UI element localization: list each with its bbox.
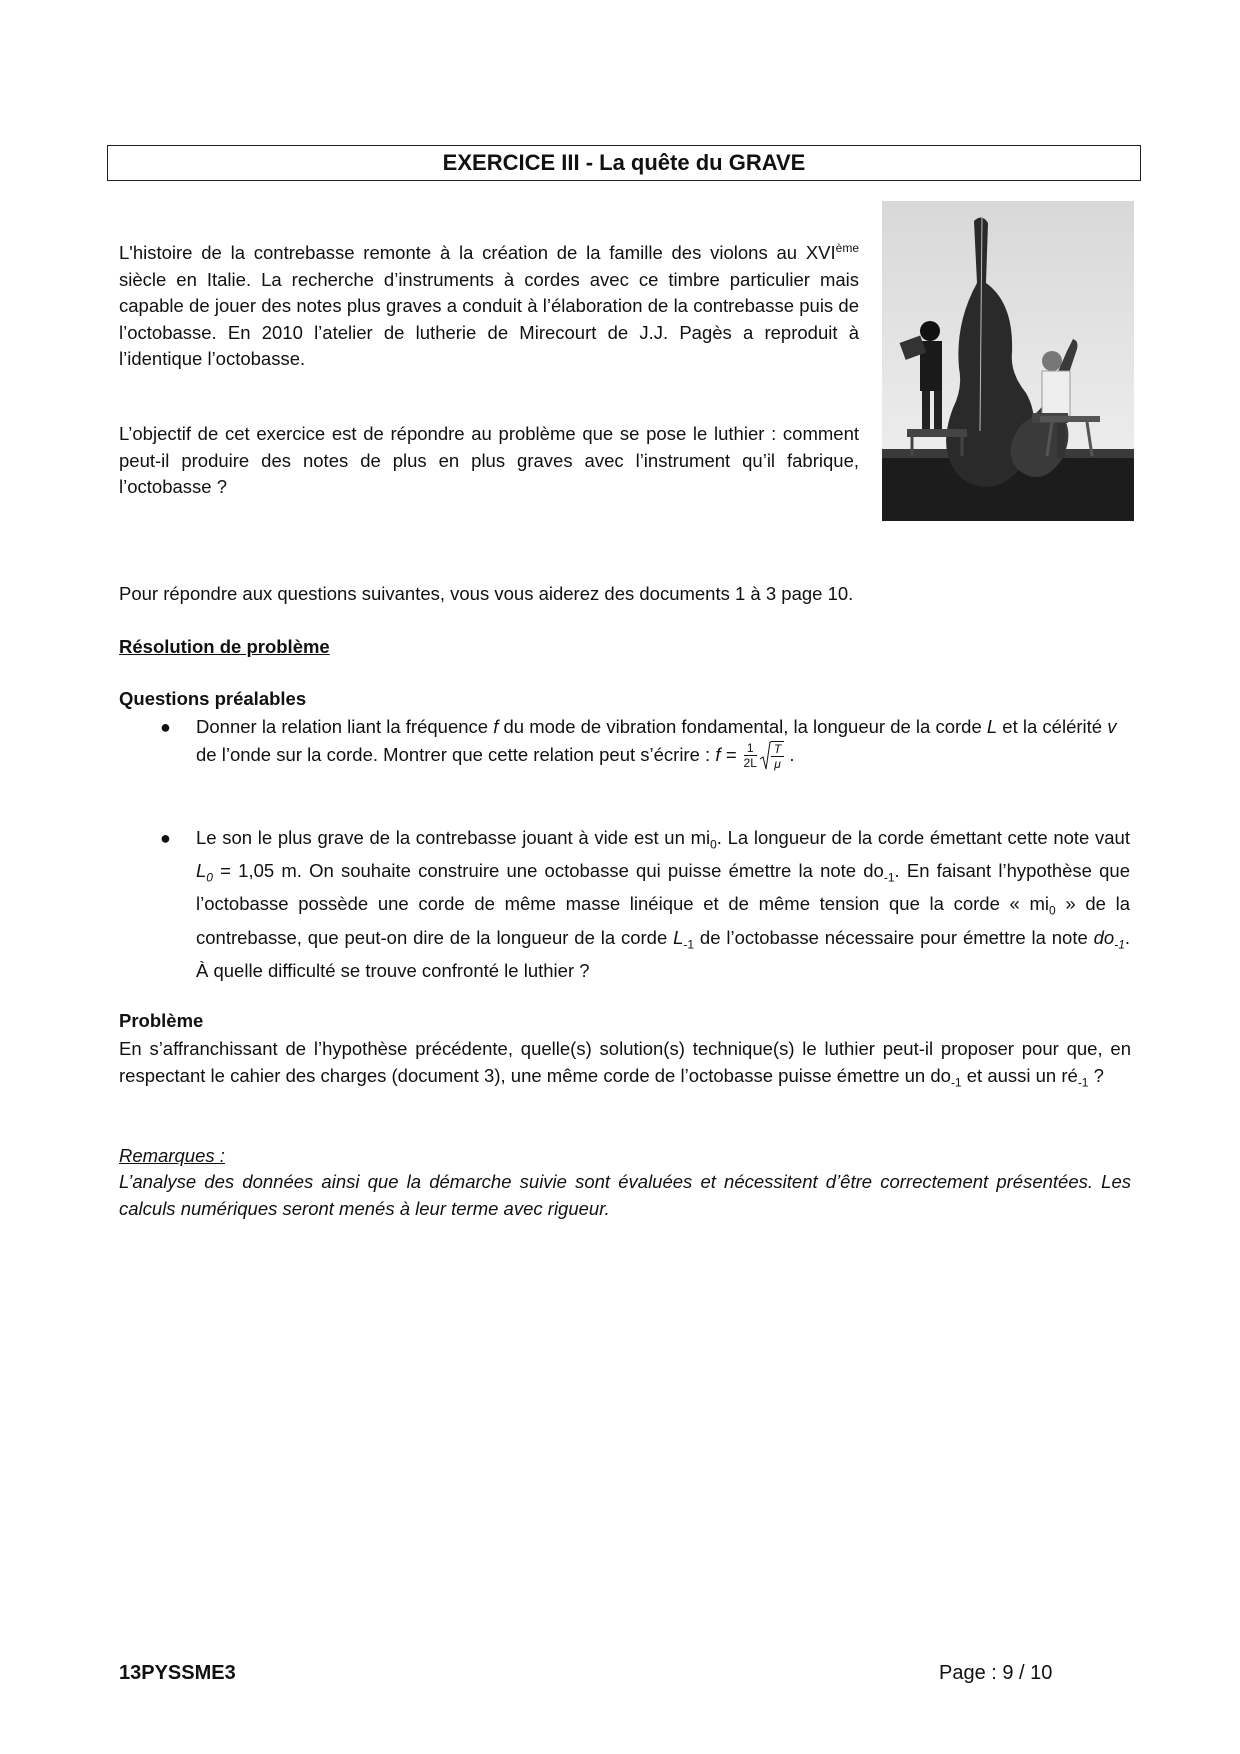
remarques-heading: Remarques : [119,1145,225,1166]
resolution-heading: Résolution de problème [119,636,330,657]
formula-fraction: $\frac{1}{2L}$ [743,741,757,770]
intro-paragraph-2: L’objectif de cet exercice est de répondre au problème que se pose le luthier : comment peut-il produire des notes de plus en plus graves avec l’instrument qu’il fabrique, l’octobasse ? [119,423,859,497]
footer-code: 13PYSSME3 [119,1662,236,1684]
probleme-heading: Problème [119,1010,204,1031]
intro-paragraph-1: L'histoire de la contrebasse remonte à la création de la famille des violons au XVIème siècle en Italie. La recherche d’instruments à cordes avec ce timbre particulier mais capable de jouer des notes plus graves a conduit à l’élaboration de la contrebasse puis de l’octobasse. En 2010 l’atelier de lutherie de Mirecourt de J.J. Pagès a reproduit à l’identique l’octobasse. [119,241,859,370]
documents-note: Pour répondre aux questions suivantes, vous vous aiderez des documents 1 à 3 page 10. [119,583,854,604]
footer-page: Page : 9 / 10 [939,1662,1053,1684]
remarques-text: L’analyse des données ainsi que la démarche suivie sont évaluées et nécessitent d’être correctement présentées. Les calculs numériques seront menés à leur terme avec rigueur. [119,1171,1131,1219]
bullet-icon: ● [160,717,171,737]
formula-f: f = [715,743,737,765]
formula-sqrt: $\frac{T}{\mu}$ [759,741,784,771]
octobass-photo [882,201,1134,521]
exercise-title: EXERCICE III - La quête du GRAVE [107,145,1141,181]
probleme-text: En s’affranchissant de l’hypothèse précédente, quelle(s) solution(s) technique(s) le luthier peut-il proposer pour que, en respectant le cahier des charges (document 3), une même corde de l’octobasse puisse émettre un $do_{-1}$ et aussi un $ré_{-1}$ ? [119,1038,1131,1090]
question-2: ● Le son le plus grave de la contrebasse jouant à vide est un $mi_0$. La longueur de la corde émettant cette note vaut $L_0 = 1,05$ m. On souhaite construire une octobasse qui puisse émettre la note $do_{-1}$. En faisant l’hypothèse que l’octobasse possède une corde de même masse linéique et de même tension que la corde « $mi_0$ » de la contrebasse, que peut-on dire de la longueur de la corde $L_{-1}$ de l’octobasse nécessaire pour émettre la note $do_{-1}$. À quelle difficulté se trouve confronté le luthier ? [160,827,1131,981]
question-1: ● Donner la relation liant la fréquence f du mode de vibration fondamental, la longueur de la corde L et la célérité v de l’onde sur la corde. Montrer que cette relation peut s’écrire : f = $\frac{1}{2L}$ $\frac{T}{\mu}$ . [160,716,1117,771]
bullet-icon: ● [160,828,171,848]
questions-heading: Questions préalables [119,688,307,709]
